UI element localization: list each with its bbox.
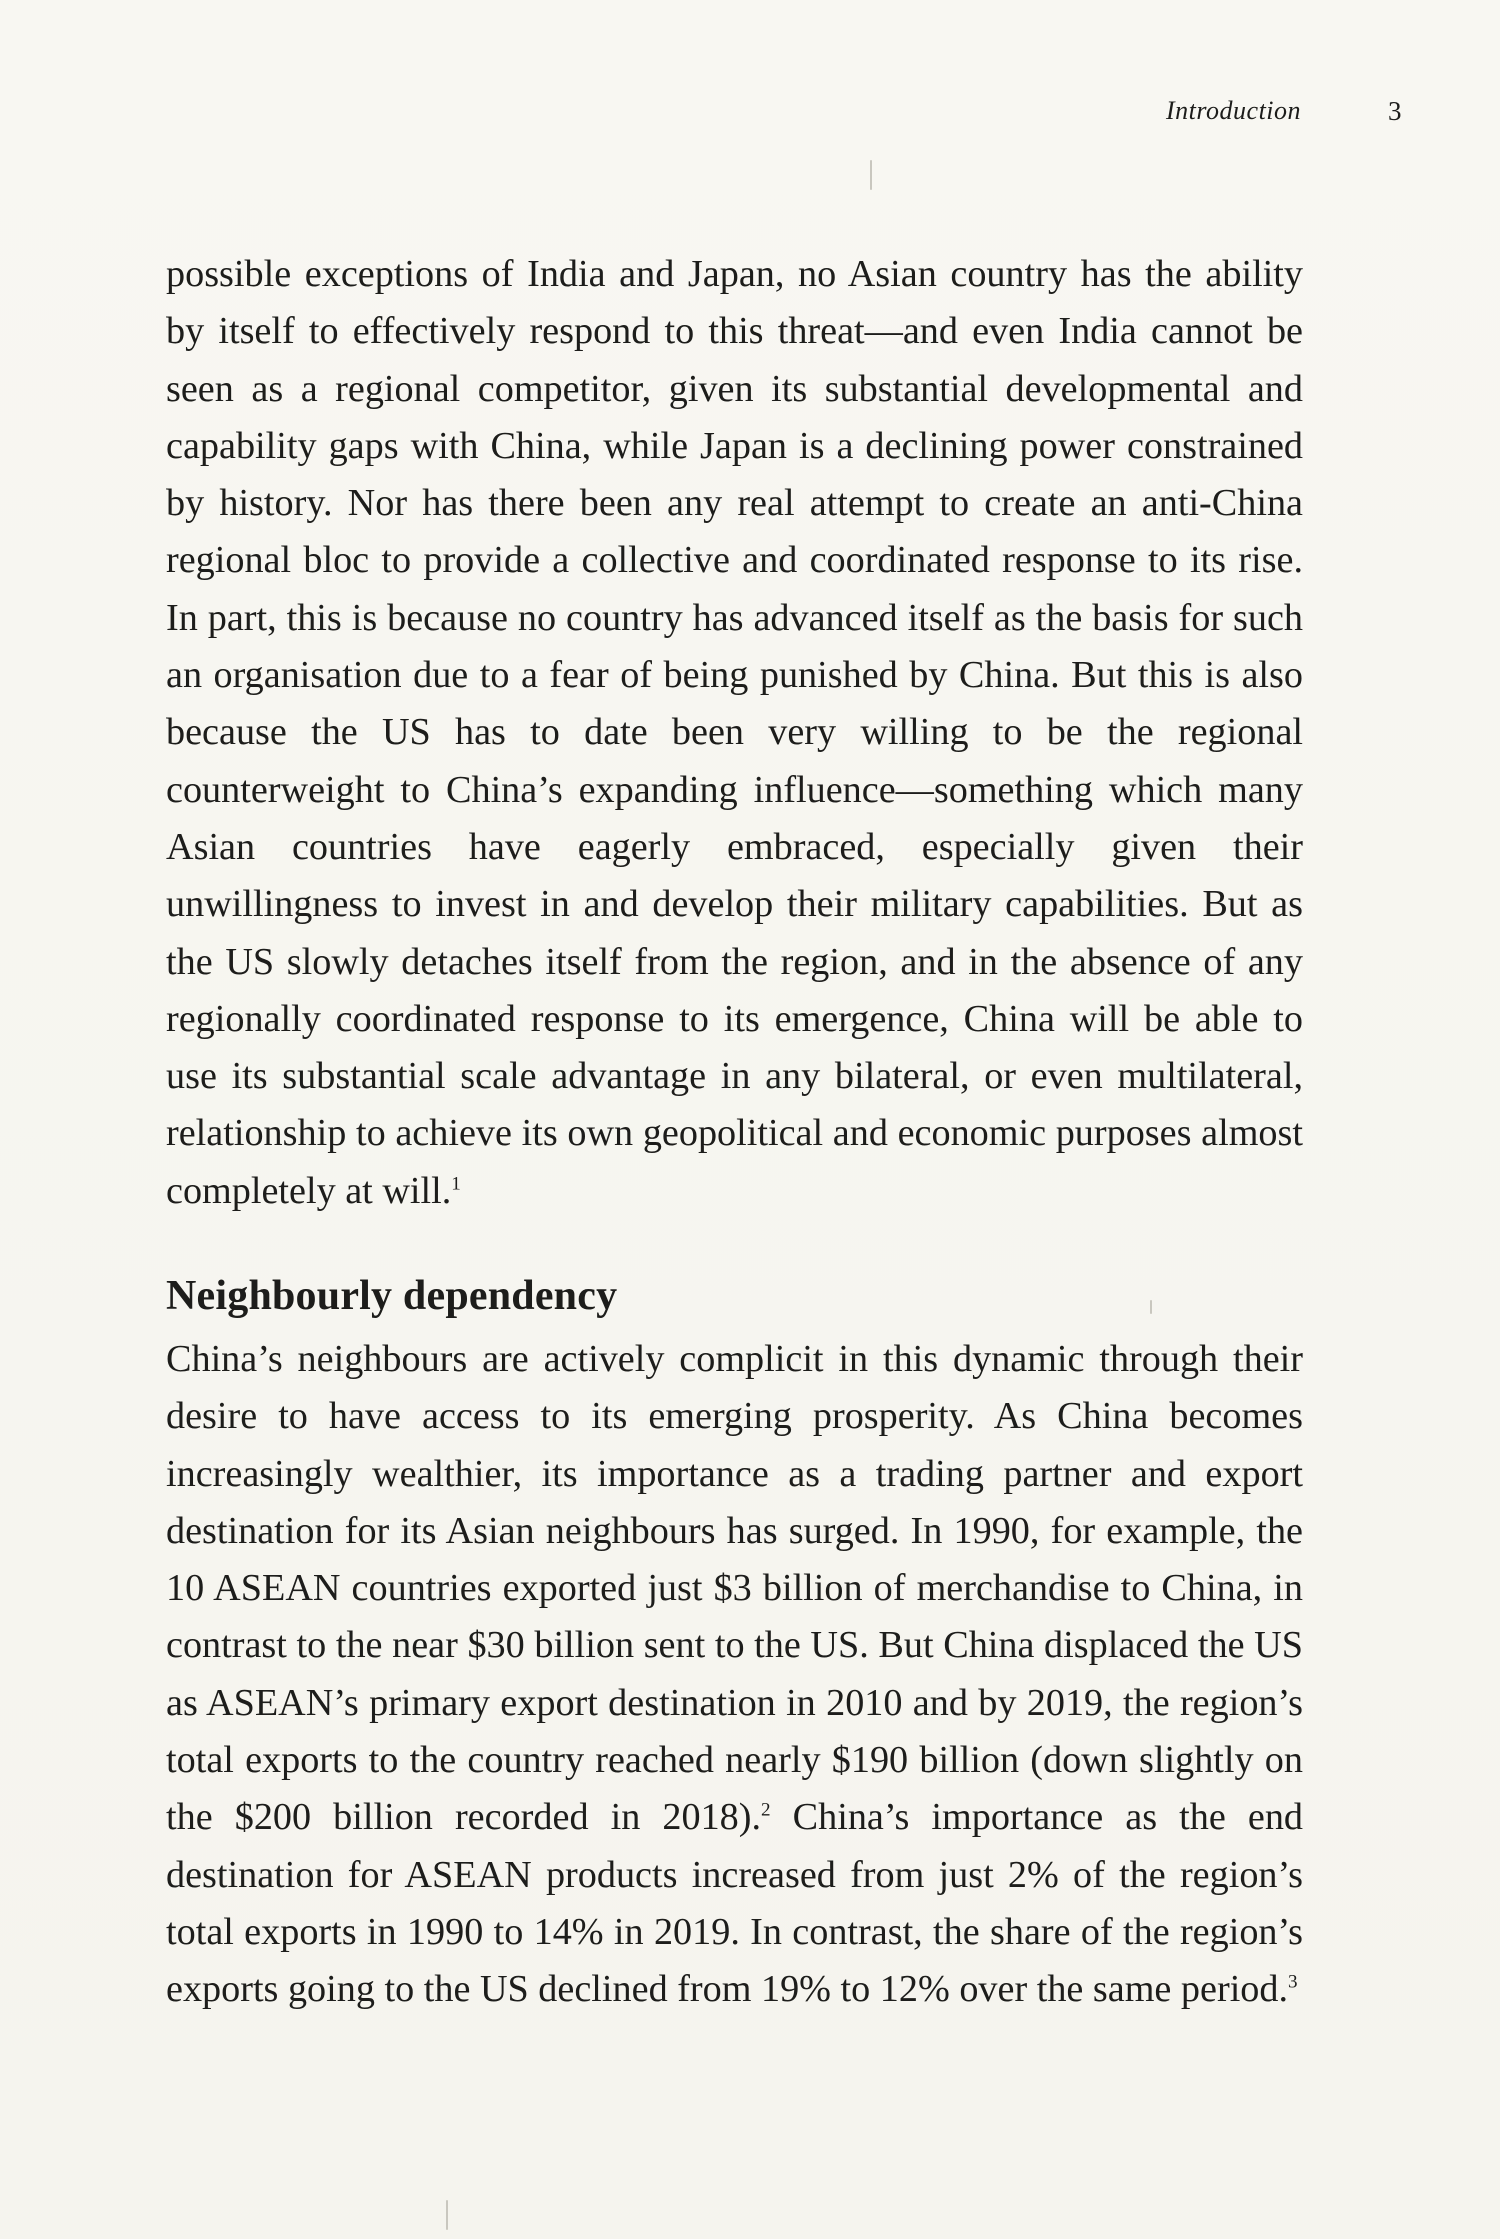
running-head — [1100, 96, 1400, 136]
paragraph-2-text-b: China’s importance as the end destination for ASEAN products increased from just 2% of the region’s total exports in 1990 to 14% in 2019. In contrast, the share of the region’s exports going to the US declined from 19% to 12% over the same period. — [166, 1796, 1304, 2011]
footnote-marker-2: 2 — [761, 1799, 771, 1821]
section-heading: Neighbourly dependency — [166, 1273, 618, 1319]
paragraph-1 — [166, 246, 1303, 1220]
running-head-title: Introduction — [1166, 96, 1302, 125]
footnote-marker-3: 3 — [1288, 1971, 1298, 1993]
scan-artifact-mark — [870, 160, 872, 190]
paragraph-1-text: possible exceptions of India and Japan, no Asian country has the ability by itself to effectively respond to this threat—and even India cannot be seen as a regional competitor, given its substantial developmental and capability gaps with China, while Japan is a declining power constrained by history. Nor has there been any real attempt to create an anti-China regional bloc to provide a collective and coordinated response to its rise. In part, this is because no country has advanced itself as the basis for such an organisation due to a fear of being punished by China. But this is also because the US has to date been very willing to be the regional counterweight to China’s expanding influence—something which many Asian countries have eagerly embraced, especially given their unwillingness to invest in and develop their military capabilities. But as the US slowly detaches itself from the region, and in the absence of any regionally coordinated response to its emergence, China will be able to use its substantial scale advantage in any bilateral, or even multilateral, relationship to achieve its own geopolitical and economic purposes almost completely at will. — [166, 253, 1303, 1212]
paragraph-2 — [166, 1331, 1303, 2019]
footnote-marker-1: 1 — [451, 1173, 461, 1195]
scan-artifact-mark — [1150, 1300, 1152, 1314]
page-number: 3 — [1388, 96, 1402, 126]
paragraph-2-text-a: China’s neighbours are actively complicit in this dynamic through their desire to have access to its emerging prosperity. As China becomes increasingly wealthier, its importance as a trading partner and export destination for its Asian neighbours has surged. In 1990, for example, the 10 ASEAN countries exported just $3 billion of merchandise to China, in contrast to the near $30 billion sent to the US. But China displaced the US as ASEAN’s primary export destination in 2010 and by 2019, the region’s total exports to the country reached nearly $190 billion (down slightly on the $200 billion recorded in 2018). — [166, 1338, 1303, 1839]
scan-artifact-mark — [446, 2200, 448, 2230]
